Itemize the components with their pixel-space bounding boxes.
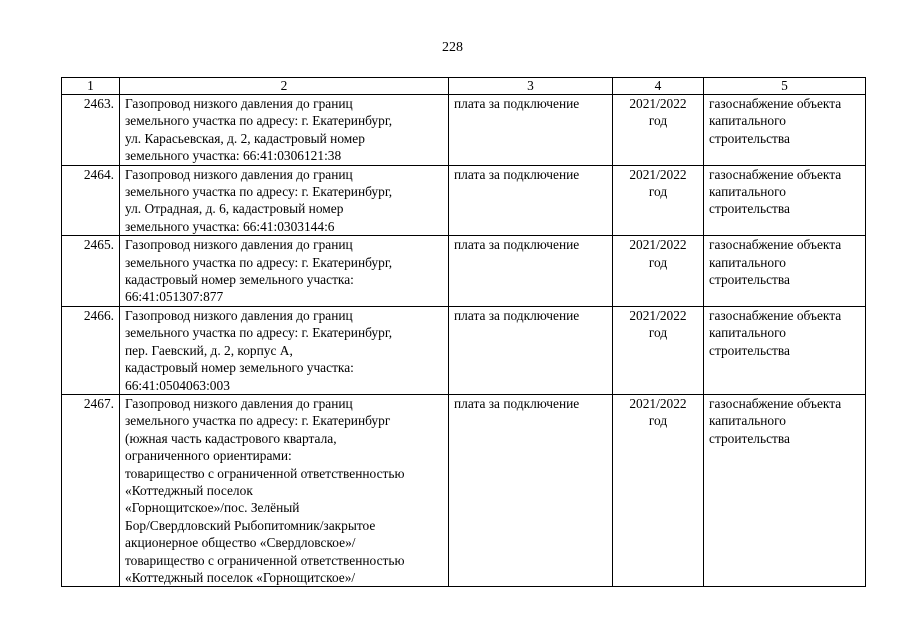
purpose — [704, 95, 866, 166]
object-line: земельного участка по адресу: г. Екатеринбург, — [125, 184, 393, 200]
object-line: земельного участка: 66:41:0306121:38 — [125, 148, 342, 164]
object-line: земельного участка по адресу: г. Екатеринбург, — [125, 113, 393, 129]
period — [613, 306, 704, 394]
object-line: пер. Гаевский, д. 2, корпус А, — [125, 342, 293, 358]
object-line: Газопровод низкого давления до границ — [125, 96, 353, 111]
period-line: 2021/2022 — [629, 237, 687, 253]
purpose — [704, 306, 866, 394]
period-line: год — [648, 113, 668, 129]
object-description — [120, 306, 449, 394]
purpose-line: газоснабжение объекта — [709, 395, 842, 411]
object-description — [120, 165, 449, 236]
funding-source: плата за подключение — [449, 306, 613, 394]
purpose — [704, 165, 866, 236]
period-line: год — [648, 413, 668, 429]
object-line: товарищество с ограниченной ответственностью — [125, 465, 405, 481]
header-col-2: 2 — [120, 78, 449, 95]
period — [613, 394, 704, 586]
period-line: год — [648, 184, 668, 200]
object-line: кадастровый номер земельного участка: — [125, 360, 354, 376]
period-line: год — [648, 254, 668, 270]
purpose-line: строительства — [709, 272, 790, 288]
object-line: Газопровод низкого давления до границ — [125, 237, 353, 253]
object-line: (южная часть кадастрового квартала, — [125, 430, 337, 446]
registry-table — [61, 77, 866, 587]
row-number: 2464. — [62, 165, 120, 236]
object-line: ограниченного ориентирами: — [125, 448, 292, 464]
page-number: 228 — [442, 40, 463, 55]
purpose-line: газоснабжение объекта — [709, 96, 842, 111]
table-row — [62, 236, 866, 307]
funding-source: плата за подключение — [449, 394, 613, 586]
purpose-line: капитального — [709, 413, 786, 429]
object-description — [120, 394, 449, 586]
period — [613, 95, 704, 166]
purpose-line: капитального — [709, 184, 786, 200]
header-col-4: 4 — [613, 78, 704, 95]
table-row — [62, 306, 866, 394]
object-line: земельного участка: 66:41:0303144:6 — [125, 218, 335, 234]
funding-source: плата за подключение — [449, 236, 613, 307]
table-row — [62, 165, 866, 236]
object-line: «Коттеджный поселок «Горнощитское»/ — [125, 569, 356, 585]
row-number: 2466. — [62, 306, 120, 394]
funding-source: плата за подключение — [449, 165, 613, 236]
table-header — [62, 78, 866, 95]
header-row — [62, 78, 866, 95]
row-number: 2463. — [62, 95, 120, 166]
object-line: Газопровод низкого давления до границ — [125, 395, 353, 411]
object-line: Газопровод низкого давления до границ — [125, 307, 353, 323]
purpose — [704, 236, 866, 307]
object-line: Газопровод низкого давления до границ — [125, 166, 353, 182]
purpose-line: строительства — [709, 342, 790, 358]
object-line: земельного участка по адресу: г. Екатеринбург — [125, 413, 391, 429]
row-number: 2465. — [62, 236, 120, 307]
object-line: 66:41:051307:877 — [125, 289, 224, 305]
purpose-line: капитального — [709, 254, 786, 270]
object-description — [120, 95, 449, 166]
table-row — [62, 95, 866, 166]
purpose-line: капитального — [709, 113, 786, 129]
object-line: кадастровый номер земельного участка: — [125, 272, 354, 288]
purpose-line: строительства — [709, 130, 790, 146]
object-line: ул. Карасьевская, д. 2, кадастровый номер — [125, 130, 365, 146]
period-line: 2021/2022 — [629, 166, 687, 182]
purpose-line: газоснабжение объекта — [709, 166, 842, 182]
header-col-1: 1 — [62, 78, 120, 95]
object-line: земельного участка по адресу: г. Екатеринбург, — [125, 325, 393, 341]
header-col-3: 3 — [449, 78, 613, 95]
table-body — [62, 95, 866, 587]
object-line: Бор/Свердловский Рыбопитомник/закрытое — [125, 517, 376, 533]
period-line: 2021/2022 — [629, 395, 687, 411]
purpose-line: строительства — [709, 201, 790, 217]
purpose-line: газоснабжение объекта — [709, 237, 842, 253]
row-number: 2467. — [62, 394, 120, 586]
object-description — [120, 236, 449, 307]
period — [613, 165, 704, 236]
purpose-line: строительства — [709, 430, 790, 446]
object-line: 66:41:0504063:003 — [125, 377, 230, 393]
period-line: год — [648, 325, 668, 341]
object-line: земельного участка по адресу: г. Екатеринбург, — [125, 254, 393, 270]
object-line: «Коттеджный поселок — [125, 482, 253, 498]
period-line: 2021/2022 — [629, 307, 687, 323]
period-line: 2021/2022 — [629, 96, 687, 111]
object-line: товарищество с ограниченной ответственностью — [125, 552, 405, 568]
object-line: «Горнощитское»/пос. Зелёный — [125, 500, 300, 516]
table-row — [62, 394, 866, 586]
period — [613, 236, 704, 307]
purpose — [704, 394, 866, 586]
header-col-5: 5 — [704, 78, 866, 95]
funding-source: плата за подключение — [449, 95, 613, 166]
purpose-line: капитального — [709, 325, 786, 341]
purpose-line: газоснабжение объекта — [709, 307, 842, 323]
object-line: акционерное общество «Свердловское»/ — [125, 535, 356, 551]
object-line: ул. Отрадная, д. 6, кадастровый номер — [125, 201, 344, 217]
